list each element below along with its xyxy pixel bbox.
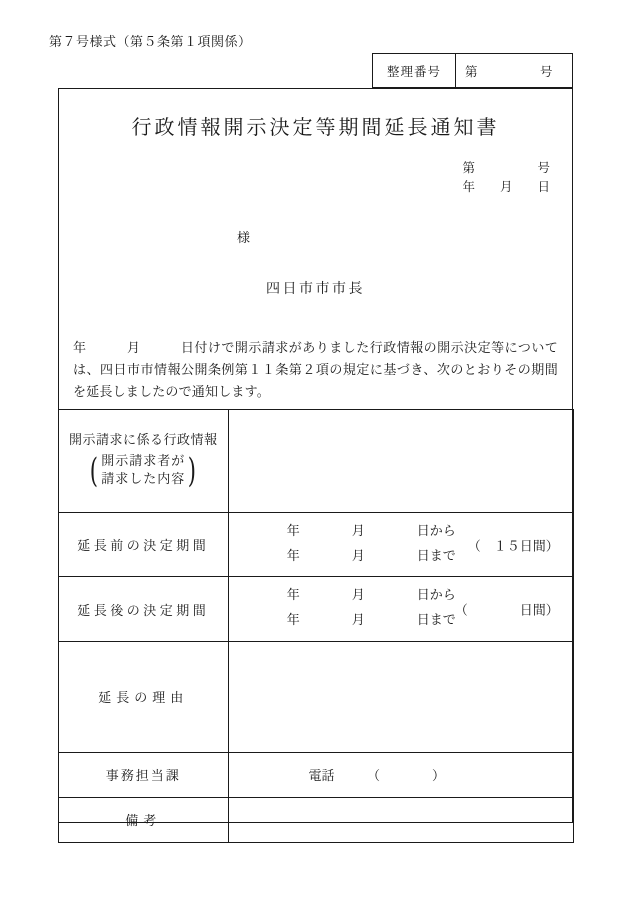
period-after-from[interactable]: 年 月 日から (286, 588, 456, 604)
row-value-extension-reason[interactable] (228, 641, 573, 752)
period-before-days: （ １５日間） (467, 539, 559, 555)
document-date-line[interactable]: 年 月 日 (462, 179, 550, 195)
table-row (58, 641, 573, 752)
period-before-from[interactable]: 年 月 日から (286, 524, 456, 539)
row-label-period-after: 延長後の決定期間 (58, 577, 228, 641)
disclosure-note-bracket (87, 450, 200, 491)
bracket-right-icon: ) (187, 450, 197, 491)
row-label-period-before: 延長前の決定期間 (58, 513, 228, 577)
row-label-responsible-section: 事務担当課 (58, 752, 228, 797)
body-line-2: ついては、四日市市情報公開条例第１１条第２項の規定に基づき、次のとおりそ (73, 340, 559, 379)
row-value-remarks[interactable] (228, 797, 573, 842)
document-number-line[interactable]: 第 号 (462, 160, 550, 175)
row-label-disclosure-info (58, 410, 228, 513)
row-value-period-before[interactable] (228, 513, 573, 577)
row-label-remarks: 備考 (58, 797, 228, 842)
disclosure-note-line-1: 開示請求者が (101, 453, 186, 469)
period-after-days: （ 日間） (454, 603, 559, 619)
disclosure-info-label: 開示請求に係る行政情報 (68, 433, 218, 449)
body-line-1: 年 月 日付けで開示請求がありました行政情報の開示決定等に (73, 340, 518, 356)
disclosure-note-lines (99, 453, 187, 490)
table-row (58, 513, 573, 577)
period-after-to[interactable]: 年 月 日まで (286, 613, 456, 629)
document-meta-block (59, 158, 572, 197)
page-title: 行政情報開示決定等期間延長通知書 (131, 115, 500, 139)
row-label-extension-reason: 延長の理由 (58, 641, 228, 752)
row-value-period-after[interactable] (228, 577, 573, 641)
telephone-field[interactable]: 電話 （ ） (308, 769, 445, 785)
table-row (58, 577, 573, 641)
document-sheet (58, 88, 573, 830)
reference-number-label: 整理番号 (373, 54, 456, 87)
row-value-responsible-section[interactable] (228, 752, 573, 797)
form-number-header: 第７号様式（第５条第１項関係） (49, 35, 252, 50)
issuer-line: 四日市市市長 (266, 280, 365, 297)
reference-number-box (372, 53, 573, 88)
table-row (58, 752, 573, 797)
addressee-line[interactable]: 様 (237, 230, 251, 246)
period-before-to[interactable]: 年 月 日まで (286, 548, 456, 564)
notice-detail-table (58, 409, 574, 843)
table-row (58, 410, 573, 513)
reference-number-field[interactable]: 第 号 (465, 63, 553, 79)
body-line-3: の期間を延長しましたので通知します。 (73, 363, 558, 401)
disclosure-note-line-2: 請求した内容 (101, 472, 186, 488)
body-paragraph (73, 338, 558, 405)
row-value-disclosure-info[interactable] (228, 410, 573, 513)
bracket-left-icon: ( (89, 450, 99, 491)
table-row (58, 797, 573, 842)
